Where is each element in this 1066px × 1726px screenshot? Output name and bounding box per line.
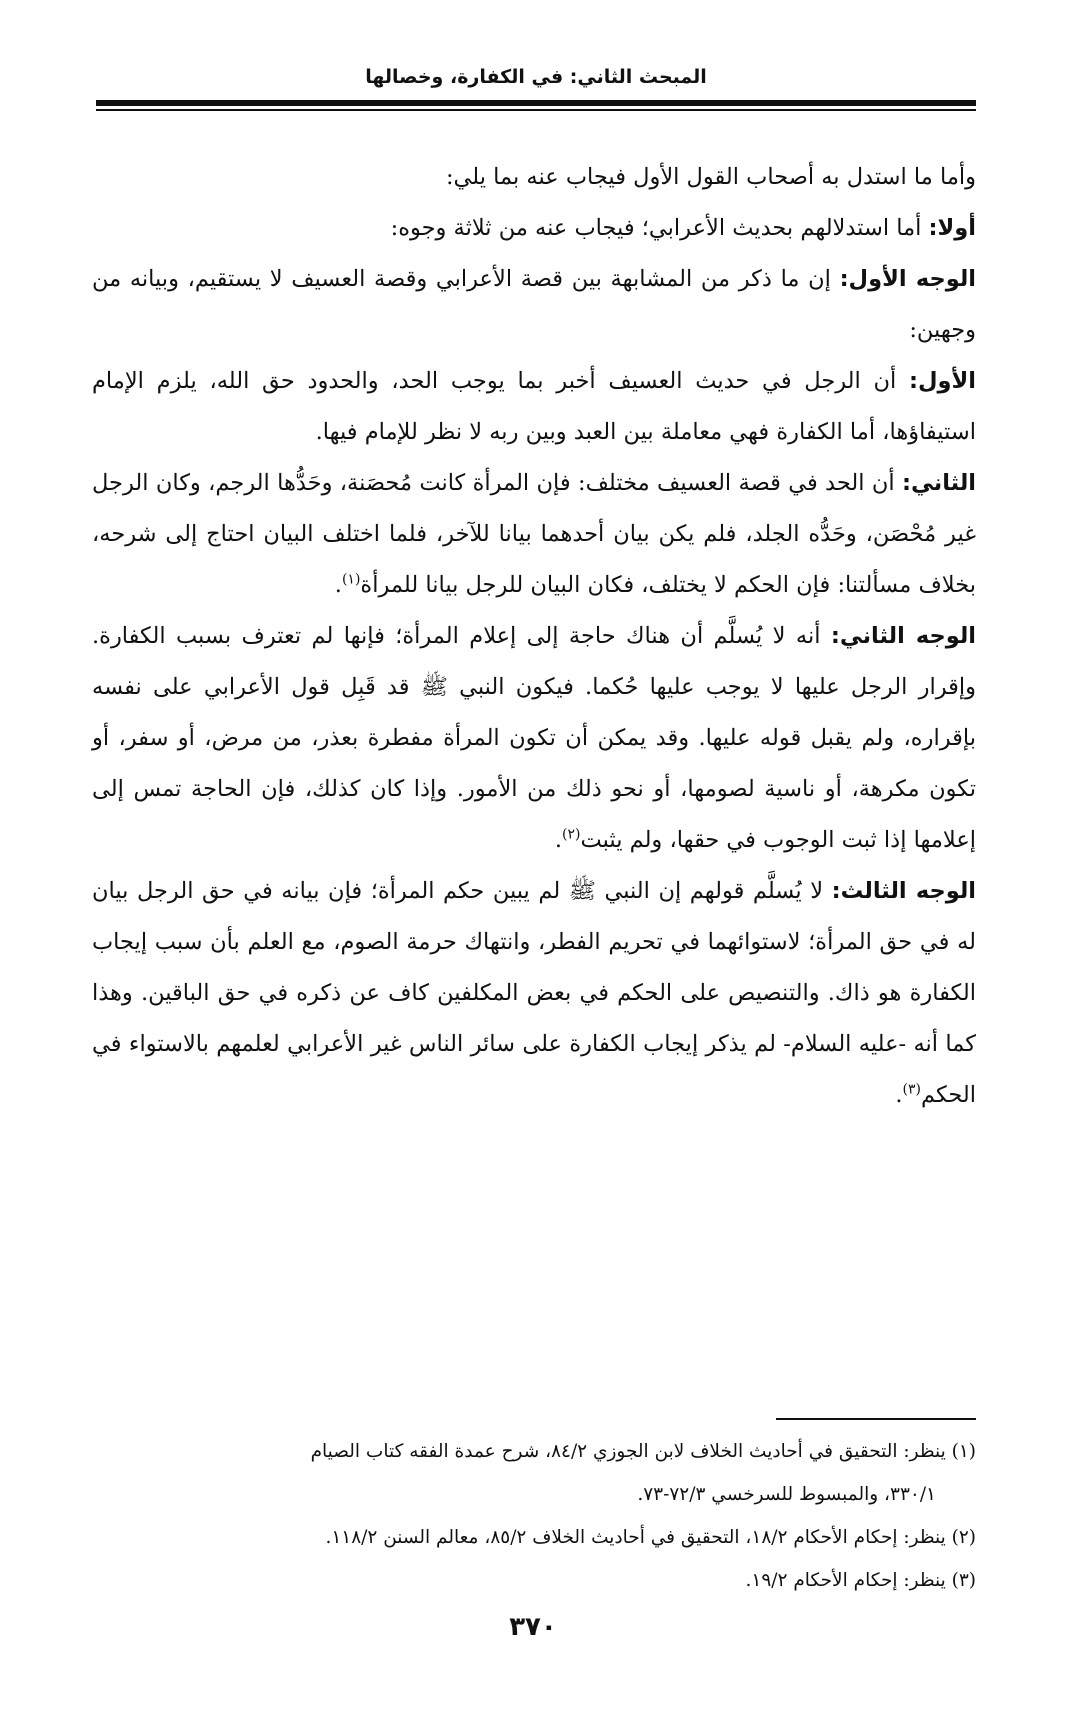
lead-term: الوجه الثاني: bbox=[830, 623, 977, 649]
lead-term: أولا: bbox=[928, 215, 976, 241]
paragraph-second bbox=[92, 458, 976, 611]
paragraph-first-point bbox=[92, 203, 976, 254]
paragraph-aspect-two bbox=[92, 611, 976, 866]
paragraph-text: أن الرجل في حديث العسيف أخبر بما يوجب الحد، والحدود حق الله، يلزم الإمام استيفاؤها، أما الكفارة فهي معاملة بين العبد وبين ربه لا نظر للإمام فيها. bbox=[92, 368, 976, 445]
footnote-3: (٣) ينظر: إحكام الأحكام ١٩/٢. bbox=[745, 1570, 976, 1591]
paragraph-end: . bbox=[334, 572, 342, 598]
paragraph-text: أما استدلالهم بحديث الأعرابي؛ فيجاب عنه من ثلاثة وجوه: bbox=[390, 215, 929, 241]
paragraph-aspect-three bbox=[92, 866, 976, 1121]
paragraph-text: أن الحد في قصة العسيف مختلف: فإن المرأة كانت مُحصَنة، وحَدُّها الرجم، وكان الرجل غير مُحْصَن، وحَدُّه الجلد، فلم يكن بيان أحدهما بيانا للآخر، فلما اختلف البيان احتاج إلى شرحه، بخلاف مسألتنا: فإن الحكم لا يختلف، فكان البيان للرجل بيانا للمرأة bbox=[92, 470, 976, 598]
header-rule-thin bbox=[96, 109, 976, 111]
paragraph-intro: وأما ما استدل به أصحاب القول الأول فيجاب عنه بما يلي: bbox=[445, 164, 976, 190]
header-rule-thick bbox=[96, 100, 976, 106]
lead-term: الوجه الثالث: bbox=[831, 878, 976, 904]
lead-term: الثاني: bbox=[901, 470, 976, 496]
footnote-ref-2[interactable]: (٢) bbox=[562, 826, 581, 843]
footnotes bbox=[92, 1430, 976, 1602]
paragraph-end: . bbox=[895, 1082, 903, 1108]
main-text bbox=[92, 152, 976, 1121]
paragraph-end: . bbox=[554, 827, 563, 853]
running-header: المبحث الثاني: في الكفارة، وخصالها bbox=[365, 66, 707, 88]
paragraph-aspect-one bbox=[92, 254, 976, 356]
footnote-2: (٢) ينظر: إحكام الأحكام ١٨/٢، التحقيق في أحاديث الخلاف ٨٥/٢، معالم السنن ١١٨/٢. bbox=[325, 1527, 976, 1548]
footnote-ref-3[interactable]: (٣) bbox=[902, 1081, 921, 1098]
paragraph-text: لا يُسلَّم قولهم إن النبي ﷺ لم يبين حكم المرأة؛ فإن بيانه في حق الرجل بيان له في حق المرأة؛ لاستوائهما في تحريم الفطر، وانتهاك حرمة الصوم، مع العلم بأن سبب إيجاب الكفارة هو ذاك. والتنصيص على الحكم في بعض المكلفين كاف عن ذكره في حق الباقين. وهذا كما أنه -عليه السلام- لم يذكر إيجاب الكفارة على سائر الناس غير الأعرابي لعلمهم بالاستواء في الحكم bbox=[92, 878, 976, 1108]
paragraph-first bbox=[92, 356, 976, 458]
paragraph-text: إن ما ذكر من المشابهة بين قصة الأعرابي وقصة العسيف لا يستقيم، وبيانه من وجهين: bbox=[92, 266, 976, 343]
footnote-1-continuation: ٣٣٠/١، والمبسوط للسرخسي ٧٢/٣-٧٣. bbox=[637, 1484, 936, 1505]
paragraph-text: أنه لا يُسلَّم أن هناك حاجة إلى إعلام المرأة؛ فإنها لم تعترف بسبب الكفارة. وإقرار الرجل عليها لا يوجب عليها حُكما. فيكون النبي ﷺ قد قَبِل قول الأعرابي على نفسه بإقراره، ولم يقبل قوله عليها. وقد يمكن أن تكون المرأة مفطرة بعذر، من مرض، أو سفر، أو تكون مكرهة، أو ناسية لصومها، أو نحو ذلك من الأمور. وإذا كان كذلك، فإن الحاجة تمس إلى إعلامها إذا ثبت الوجوب في حقها، ولم يثبت bbox=[92, 623, 976, 853]
footnote-1: (١) ينظر: التحقيق في أحاديث الخلاف لابن الجوزي ٨٤/٢، شرح عمدة الفقه كتاب الصيام bbox=[310, 1441, 976, 1462]
page-number: ٣٧٠ bbox=[509, 1612, 557, 1642]
lead-term: الأول: bbox=[909, 368, 976, 394]
footnote-separator bbox=[776, 1418, 976, 1420]
lead-term: الوجه الأول: bbox=[839, 266, 976, 292]
footnote-ref-1[interactable]: (١) bbox=[341, 571, 361, 588]
